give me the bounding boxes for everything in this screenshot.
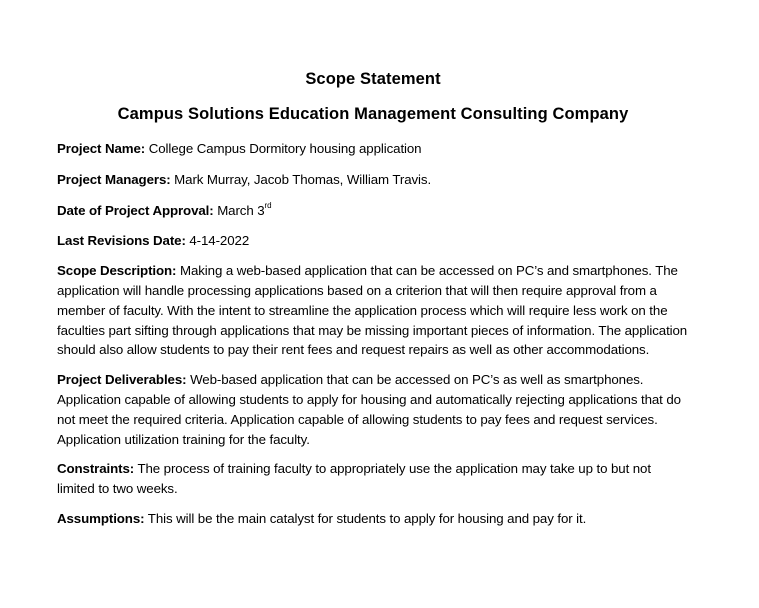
scope-description-text: Making a web-based application that can be accessed on PC’s and smartphones. The application will handle processing applications based on a criterion that will then require approval from a member of faculty. With the intent to streamline the application process which will require less work on the faculties part sifting through applications that may be missing important pieces of information. The application should also allow students to pay their rent fees and request repairs as well as other accommodations. xyxy=(57,263,688,358)
scope-description-section xyxy=(57,261,689,360)
constraints-text: The process of training faculty to appropriately use the application may take up to but not limited to two weeks. xyxy=(57,461,651,497)
company-subtitle: Campus Solutions Education Management Consulting Company xyxy=(117,105,629,123)
approval-date-field xyxy=(57,201,689,221)
project-deliverables-text: Web-based application that can be accessed on PC’s as well as smartphones. Application capable of allowing students to apply for housing and automatically rejecting applications that do not meet the required criteria. Application capable of allowing students to pay fees and request services. Application utilization training for the faculty. xyxy=(57,372,681,447)
assumptions-text: This will be the main catalyst for students to apply for housing and pay for it. xyxy=(144,510,587,526)
revision-date-label: Last Revisions Date: xyxy=(57,233,186,249)
constraints-section xyxy=(57,459,689,499)
constraints-label: Constraints: xyxy=(57,461,135,477)
assumptions-section xyxy=(57,509,689,529)
document-title: Scope Statement xyxy=(305,70,441,88)
approval-date-label: Date of Project Approval: xyxy=(57,202,214,218)
project-managers-label: Project Managers: xyxy=(57,171,171,187)
revision-date-value: 4-14-2022 xyxy=(185,233,250,249)
project-deliverables-label: Project Deliverables: xyxy=(57,372,187,388)
project-managers-field xyxy=(57,170,689,190)
scope-description-label: Scope Description: xyxy=(57,263,177,279)
project-deliverables-section xyxy=(57,370,689,449)
project-name-field xyxy=(57,139,689,159)
project-managers-value: Mark Murray, Jacob Thomas, William Travis. xyxy=(170,171,432,187)
approval-date-ordinal-suffix: rd xyxy=(264,201,272,211)
project-name-value: College Campus Dormitory housing application xyxy=(145,141,422,156)
assumptions-label: Assumptions: xyxy=(57,510,145,526)
approval-date-value: March 3 xyxy=(213,202,265,218)
revision-date-field xyxy=(57,231,689,251)
project-name-label: Project Name: xyxy=(57,141,146,156)
